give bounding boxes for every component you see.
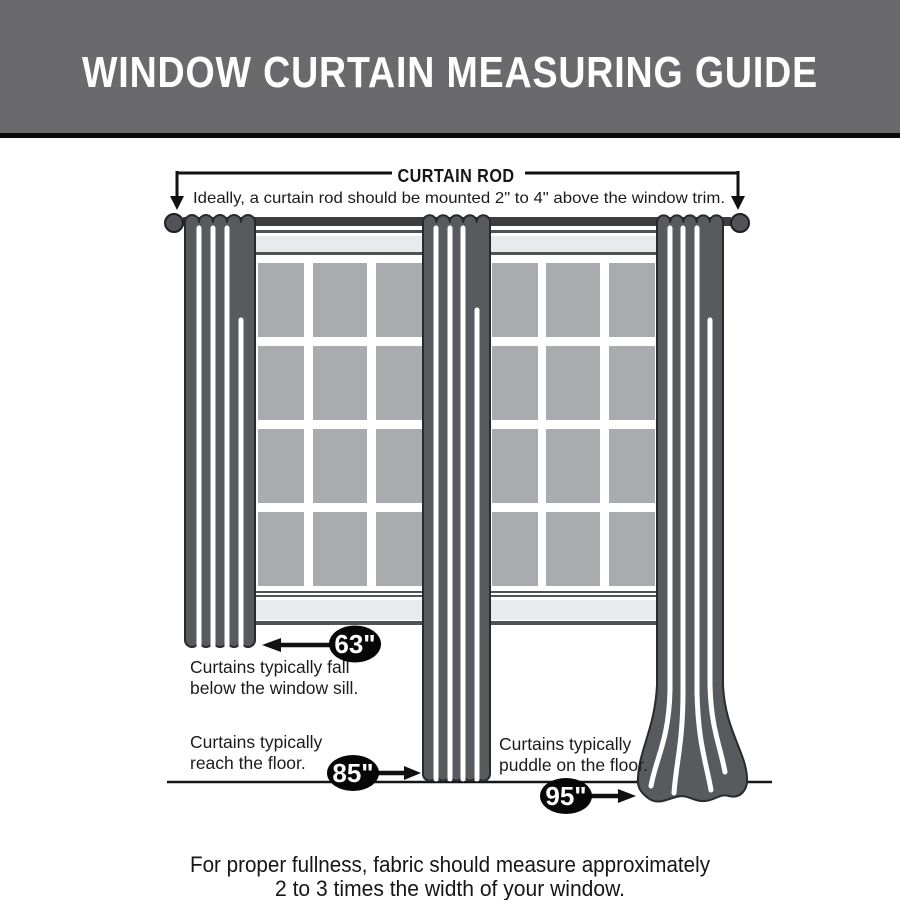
length-caption-95-line2: puddle on the floor.: [499, 755, 648, 775]
window-panes-right: [492, 263, 655, 586]
footer-line1: For proper fullness, fabric should measure approximately: [190, 852, 711, 877]
window-pane: [376, 429, 422, 503]
window-pane: [609, 263, 655, 337]
header-rule: [0, 133, 900, 138]
window-pane: [546, 512, 600, 586]
curtain-rod-annotation: [170, 165, 745, 210]
arrow-right-icon: [404, 766, 421, 780]
window-pane: [609, 346, 655, 420]
window-pane: [313, 263, 367, 337]
window-pane: [546, 429, 600, 503]
window-pane: [313, 346, 367, 420]
window-pane: [492, 263, 538, 337]
length-value-95: 95": [545, 781, 587, 811]
rod-finial-right: [731, 214, 749, 232]
length-value-85: 85": [332, 758, 374, 788]
length-caption-85-line2: reach the floor.: [190, 753, 306, 773]
window-pane: [258, 346, 304, 420]
length-caption-85-line1: Curtains typically: [190, 732, 323, 752]
window-pane: [546, 346, 600, 420]
window-pane: [376, 346, 422, 420]
curtain-rod-note: Ideally, a curtain rod should be mounted 2" to 4" above the window trim.: [193, 190, 725, 207]
window-pane: [376, 512, 422, 586]
window-pane: [313, 429, 367, 503]
length-caption-95-line1: Curtains typically: [499, 734, 632, 754]
curtain-body-85: [423, 215, 490, 780]
length-caption-63-line1: Curtains typically fall: [190, 657, 350, 677]
page-title: WINDOW CURTAIN MEASURING GUIDE: [82, 48, 818, 97]
window-pane: [258, 263, 304, 337]
length-marker-95: [499, 734, 648, 814]
length-value-63: 63": [334, 629, 376, 659]
curtain-rod-label: CURTAIN ROD: [397, 165, 515, 186]
window-pane: [492, 512, 538, 586]
window-pane: [546, 263, 600, 337]
window-pane: [492, 346, 538, 420]
length-caption-63-line2: below the window sill.: [190, 678, 359, 698]
arrow-down-icon: [731, 196, 745, 210]
rod-finial-left: [165, 214, 183, 232]
window-pane: [609, 429, 655, 503]
arrow-left-icon: [262, 638, 281, 652]
arrow-right-icon: [618, 789, 636, 803]
window-pane: [376, 263, 422, 337]
curtain-body-63: [185, 215, 255, 647]
header-banner: [0, 0, 900, 138]
window-pane: [258, 512, 304, 586]
window-panes-left: [258, 263, 422, 586]
window-pane: [313, 512, 367, 586]
curtain-panel-left: [185, 215, 255, 647]
arrow-down-icon: [170, 196, 184, 210]
footer-line2: 2 to 3 times the width of your window.: [275, 876, 625, 900]
footer-note: [190, 852, 711, 900]
window-pane: [609, 512, 655, 586]
window-pane: [258, 429, 304, 503]
curtain-panel-middle: [423, 215, 490, 780]
window-pane: [492, 429, 538, 503]
